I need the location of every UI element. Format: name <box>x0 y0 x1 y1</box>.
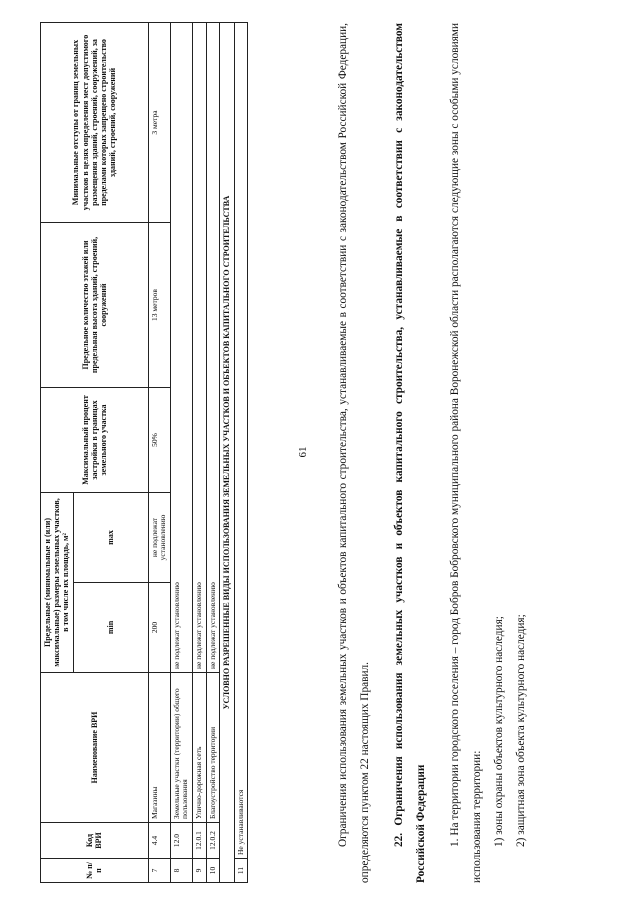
cell-code: 12.0.1 <box>193 822 207 858</box>
header-code: Код ВРИ <box>41 822 149 858</box>
table-row <box>206 22 220 882</box>
cell-note: Не устанавливаются <box>234 22 248 858</box>
cell-name: Магазины <box>148 672 170 822</box>
table-row <box>170 22 192 882</box>
table-row <box>234 22 248 882</box>
cell-code: 4.4 <box>148 822 170 858</box>
header-name: Наименование ВРИ <box>41 672 149 822</box>
cell-code: 12.0.2 <box>206 822 220 858</box>
cell-num: 10 <box>206 858 220 882</box>
table-header-row <box>41 22 74 882</box>
table-row <box>193 22 207 882</box>
header-max: max <box>73 492 148 582</box>
cell-num: 7 <box>148 858 170 882</box>
rotated-page-content <box>40 23 600 883</box>
cell-code: 12.0 <box>170 822 192 858</box>
list-item: 1) зоны охраны объектов культурного наследия; <box>493 615 505 847</box>
regulations-table <box>40 22 248 883</box>
header-min: min <box>73 582 148 672</box>
cell-note: не подлежат установлению <box>170 22 192 672</box>
table-row <box>148 22 170 882</box>
section-heading: 22. Ограничения использования земельных участков и объектов капитального строительства, устанавливаемые в соответствии с законодательством Российской Федерации <box>393 22 427 883</box>
header-sizes: Предельные (минимальные и (или) максимальные) размеры земельных участков, в том числе их площадь, м² <box>41 492 74 672</box>
cell-note: не подлежат установлению <box>206 22 220 672</box>
cell-floors: 13 метров <box>148 222 170 387</box>
page-number: 61 <box>297 446 309 458</box>
paragraph: 1. На территории городского поселения – город Бобров Бобровского муниципального района Воронежской области располагаются следующие зоны с особыми условиями использования территории: <box>449 22 483 883</box>
cell-name: Улично-дорожная сеть <box>193 672 207 822</box>
list-item: 2) защитная зона объекта культурного наследия; <box>515 613 527 847</box>
cell-num: 8 <box>170 858 192 882</box>
header-num: № п/п <box>41 858 149 882</box>
cell-percent: 50% <box>148 387 170 492</box>
paragraph: Ограничения использования земельных участков и объектов капитального строительства, устанавливаемые в соответствии с законодательством Российской Федерации, определяются пунктом 22 настоящих Правил. <box>337 22 371 883</box>
cell-min: 200 <box>148 582 170 672</box>
table-section-row <box>220 22 234 882</box>
cell-name: Благоустройство территории <box>206 672 220 822</box>
cell-setback: 3 метра <box>148 22 170 222</box>
cell-num: 9 <box>193 858 207 882</box>
header-max-percent: Максимальный процент застройки в границах земельного участка <box>41 387 149 492</box>
header-floors: Предельное количество этажей или предельная высота зданий, строений, сооружений <box>41 222 149 387</box>
header-setbacks: Минимальные отступы от границ земельных участков в целях определения мест допустимого размещения зданий, строений, сооружений, за пределами которых запрещено строительство зданий, строений, сооружений <box>41 22 149 222</box>
section-conditional: УСЛОВНО РАЗРЕШЕННЫЕ ВИДЫ ИСПОЛЬЗОВАНИЯ ЗЕМЕЛЬНЫХ УЧАСТКОВ И ОБЪЕКТОВ КАПИТАЛЬНОГО СТРОИТЕЛЬСТВА <box>220 22 234 882</box>
cell-max: не подлежат установлению <box>148 492 170 582</box>
cell-num: 11 <box>234 858 248 882</box>
body-text <box>332 23 532 883</box>
cell-name: Земельные участки (территории) общего пользования <box>170 672 192 822</box>
cell-note: не подлежат установлению <box>193 22 207 672</box>
